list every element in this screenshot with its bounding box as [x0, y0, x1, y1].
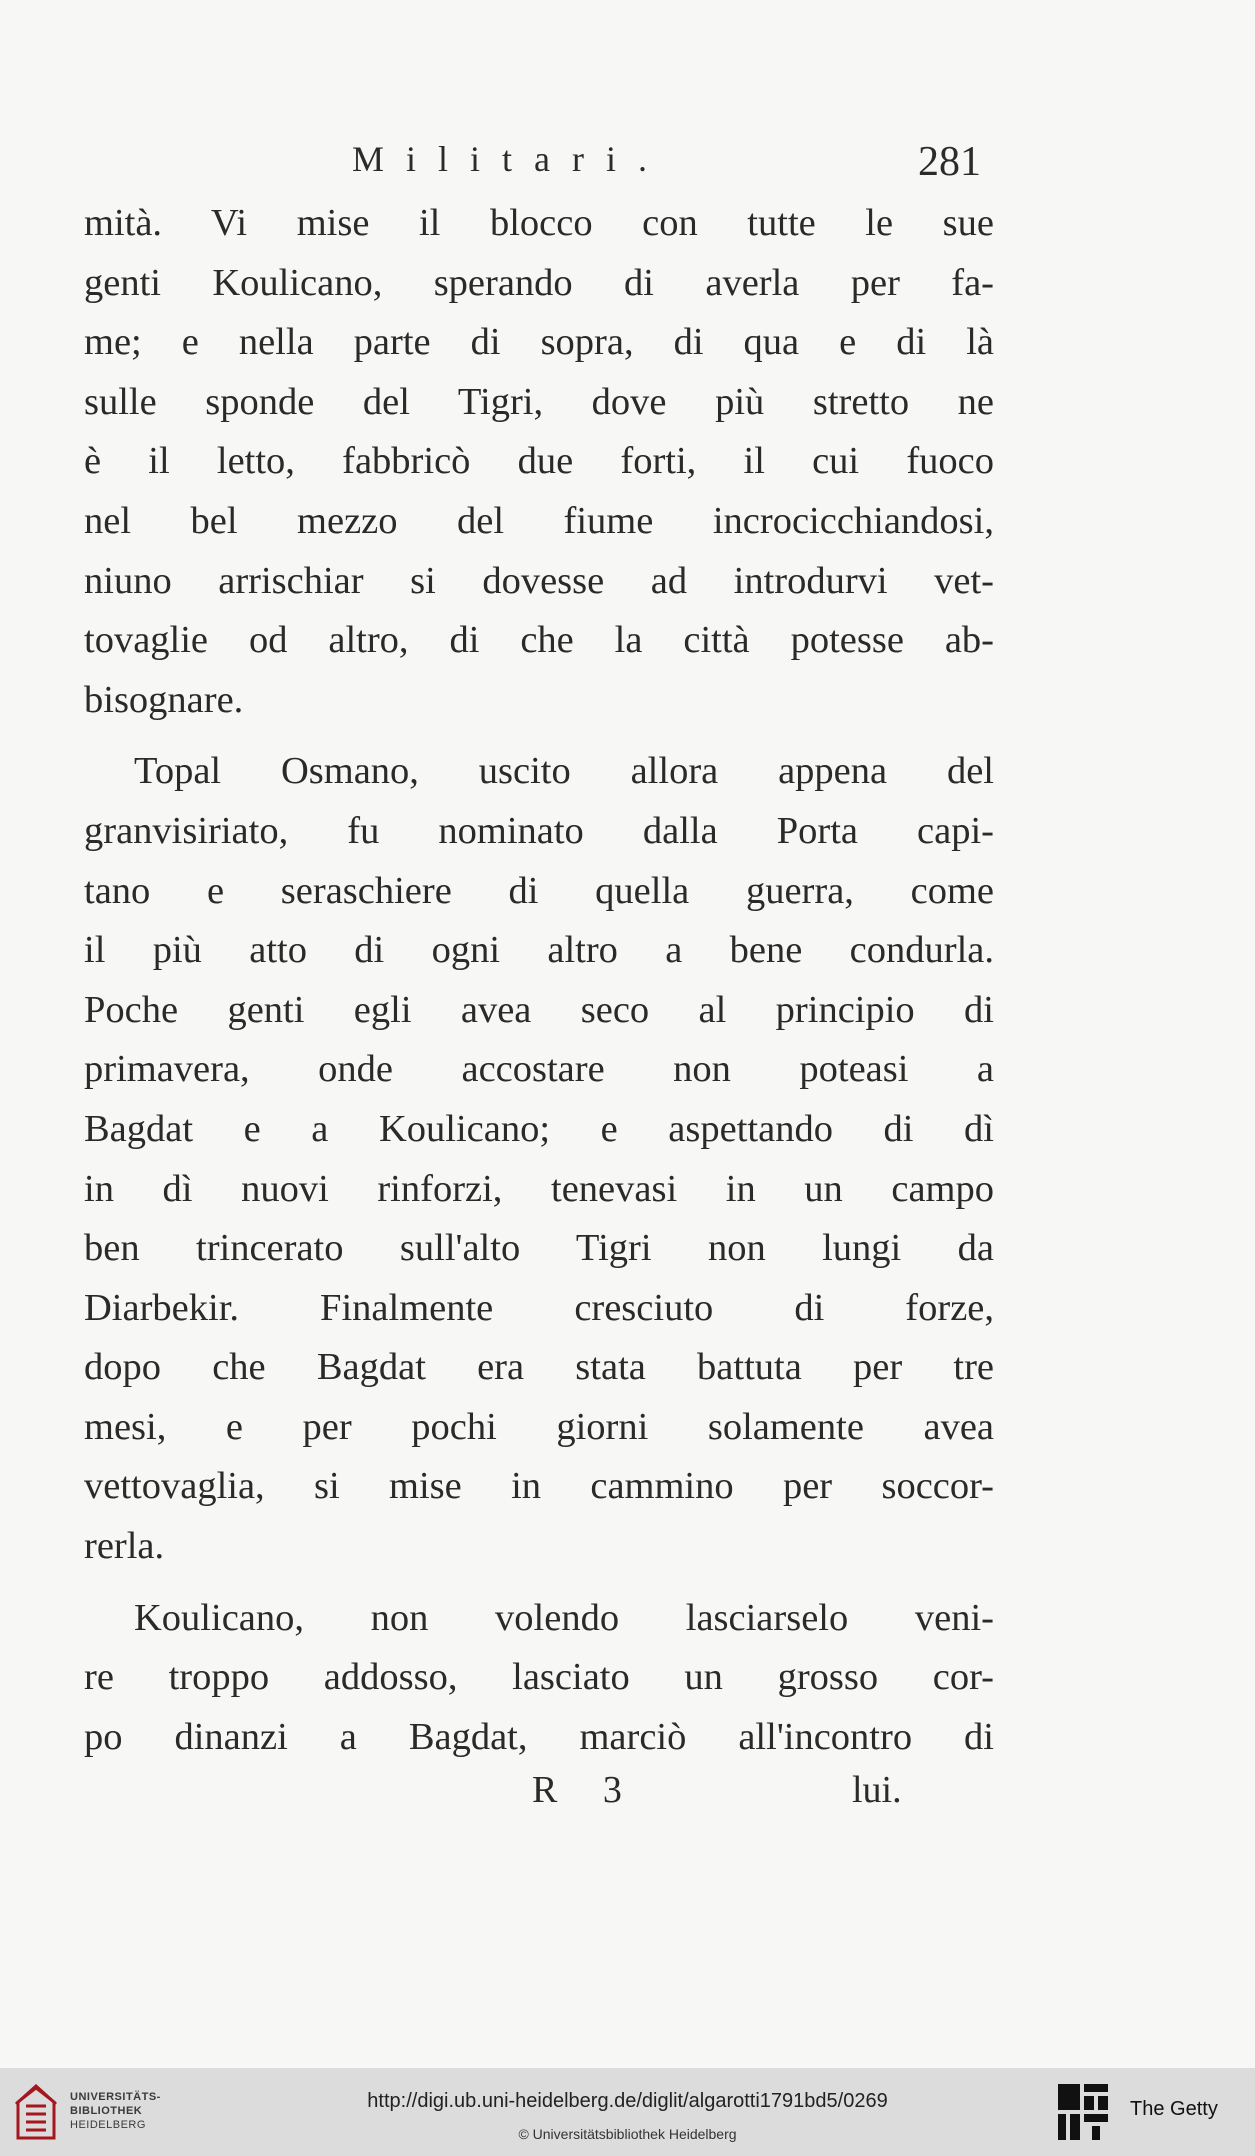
text-line: tovaglie od altro, di che la città potesse ab-	[84, 619, 994, 662]
body-text	[84, 194, 994, 1767]
text-line: Poche genti egli avea seco al principio di	[84, 988, 994, 1031]
text-line: tano e seraschiere di quella guerra, come	[84, 869, 994, 912]
library-name-line: UNIVERSITÄTS-	[70, 2091, 161, 2103]
text-line: Bagdat e a Koulicano; e aspettando di dì	[84, 1107, 994, 1150]
library-name-line: BIBLIOTHEK	[70, 2105, 143, 2117]
catchword: lui.	[852, 1769, 902, 1811]
paragraph-break	[84, 1577, 994, 1589]
text-line: primavera, onde accostare non poteasi a	[84, 1048, 994, 1091]
text-line: Koulicano, non volendo lasciarselo veni-	[134, 1596, 994, 1639]
getty-name: The Getty	[1130, 2098, 1218, 2120]
text-line: granvisiriato, fu nominato dalla Porta capi-	[84, 809, 994, 852]
text-line: bisognare.	[84, 678, 244, 721]
text-line: niuno arrischiar si dovesse ad introdurvi vet-	[84, 559, 994, 602]
running-head: Militari.	[352, 139, 669, 179]
text-line: rerla.	[84, 1525, 165, 1568]
text-line: il più atto di ogni altro a bene condurla.	[84, 929, 994, 972]
page-header	[0, 138, 1255, 198]
library-name-line: HEIDELBERG	[70, 2119, 146, 2131]
text-line: Diarbekir. Finalmente cresciuto di forze,	[84, 1286, 994, 1329]
text-line: po dinanzi a Bagdat, marciò all'incontro di	[84, 1715, 994, 1758]
text-line: me; e nella parte di sopra, di qua e di là	[84, 321, 994, 364]
getty-logo-icon	[1056, 2082, 1110, 2142]
text-line: sulle sponde del Tigri, dove più stretto ne	[84, 380, 994, 423]
text-line: nel bel mezzo del fiume incrocicchiandosi,	[84, 499, 994, 542]
digitization-bar	[0, 2068, 1255, 2156]
text-line: vettovaglia, si mise in cammino per soccor-	[84, 1465, 994, 1508]
permalink-url[interactable]: http://digi.ub.uni-heidelberg.de/diglit/algarotti1791bd5/0269	[367, 2090, 888, 2112]
text-line: Topal Osmano, uscito allora appena del	[134, 750, 994, 793]
text-line: in dì nuovi rinforzi, tenevasi in un campo	[84, 1167, 994, 1210]
page-footer	[0, 1768, 1255, 1828]
text-line: ben trincerato sull'alto Tigri non lungi da	[84, 1227, 994, 1270]
copyright-notice: © Universitätsbibliothek Heidelberg	[518, 2126, 737, 2142]
text-line: mesi, e per pochi giorni solamente avea	[84, 1405, 994, 1448]
paragraph-break	[84, 730, 994, 742]
text-line: genti Koulicano, sperando di averla per fa-	[84, 261, 994, 304]
text-line: re troppo addosso, lasciato un grosso cor-	[84, 1656, 994, 1699]
text-line: dopo che Bagdat era stata battuta per tre	[84, 1346, 994, 1389]
signature-mark: R 3	[532, 1769, 640, 1811]
text-line: è il letto, fabbricò due forti, il cui fuoco	[84, 440, 994, 483]
page-number: 281	[918, 139, 981, 185]
text-line: mità. Vi mise il blocco con tutte le sue	[84, 202, 994, 244]
